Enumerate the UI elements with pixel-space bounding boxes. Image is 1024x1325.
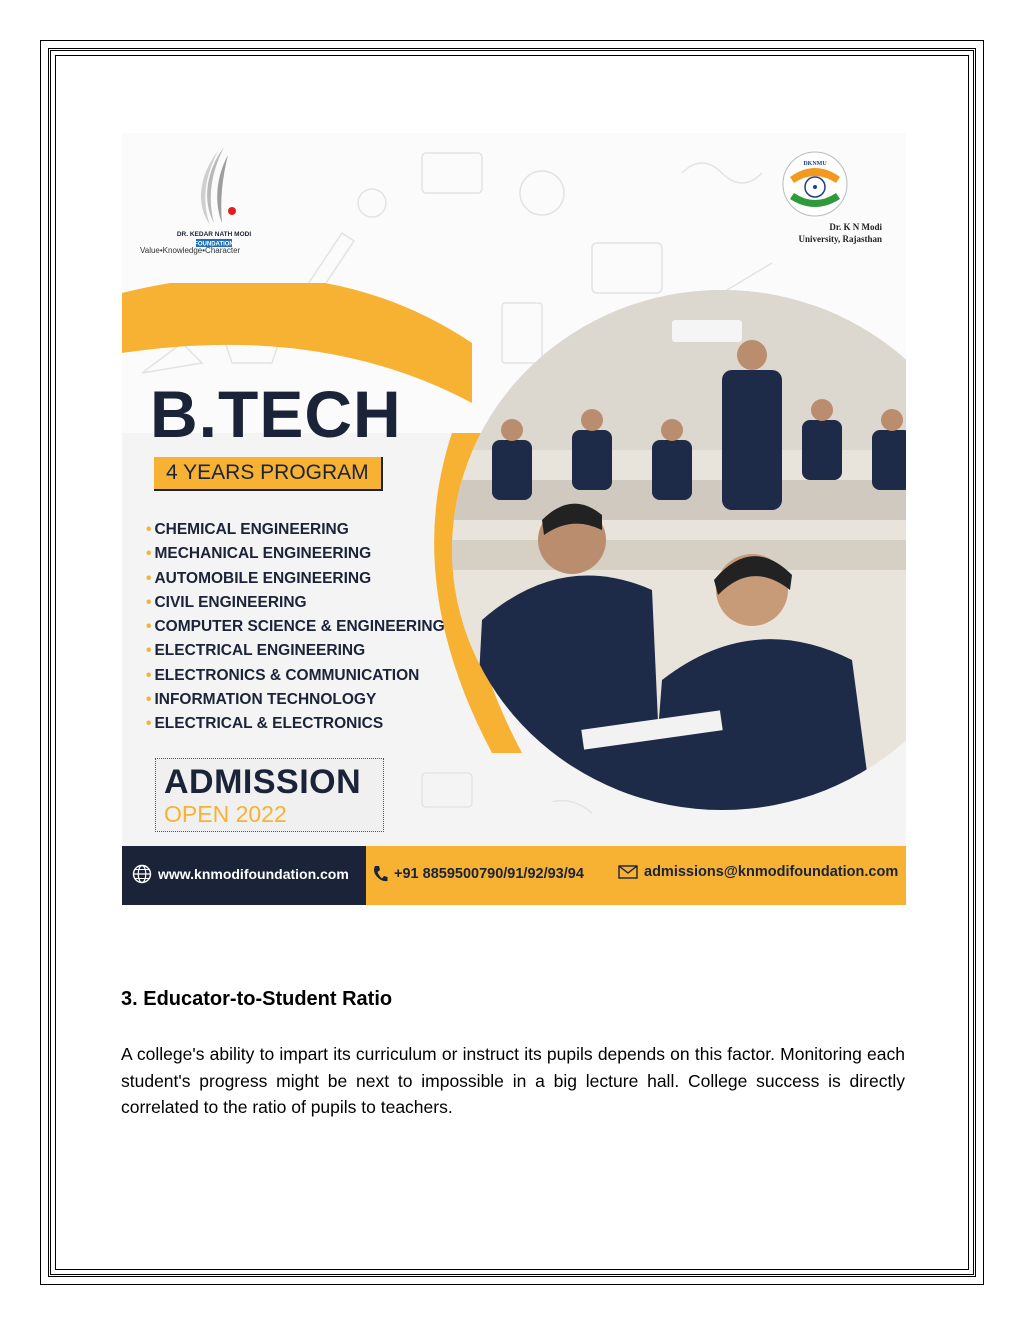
- bullet-icon: •: [146, 642, 152, 660]
- university-name: [732, 221, 882, 245]
- course-label: ELECTRICAL ENGINEERING: [154, 642, 366, 660]
- course-item: [146, 712, 445, 736]
- course-item: [146, 567, 445, 591]
- foundation-tagline: Value•Knowledge•Character: [140, 246, 241, 255]
- bullet-icon: •: [146, 691, 152, 709]
- course-item: [146, 615, 445, 639]
- mail-icon: [618, 864, 638, 880]
- email-text: admissions@knmodifoundation.com: [644, 864, 899, 880]
- course-label: COMPUTER SCIENCE & ENGINEERING: [154, 618, 445, 636]
- course-item: [146, 639, 445, 663]
- poster-contact-footer: [122, 846, 906, 905]
- headline-btech: B.TECH: [150, 377, 402, 451]
- university-name-line1: Dr. K N Modi: [829, 222, 882, 232]
- section-heading: 3. Educator-to-Student Ratio: [121, 988, 393, 1010]
- course-label: MECHANICAL ENGINEERING: [154, 545, 372, 563]
- bullet-icon: •: [146, 593, 152, 611]
- course-label: CIVIL ENGINEERING: [154, 593, 307, 611]
- course-list: [146, 518, 445, 737]
- bullet-icon: •: [146, 545, 152, 563]
- course-item: [146, 591, 445, 615]
- footer-email[interactable]: [618, 864, 898, 880]
- course-label: AUTOMOBILE ENGINEERING: [154, 569, 372, 587]
- bullet-icon: •: [146, 618, 152, 636]
- bullet-icon: •: [146, 569, 152, 587]
- svg-text:DKNMU: DKNMU: [803, 161, 827, 167]
- university-name-line2: University, Rajasthan: [798, 234, 882, 244]
- btech-admission-poster: [122, 133, 906, 905]
- course-item: [146, 518, 445, 542]
- admission-title: ADMISSION: [164, 763, 362, 801]
- svg-text:FOUNDATION: FOUNDATION: [194, 241, 234, 248]
- program-duration-badge: 4 YEARS PROGRAM: [154, 457, 383, 491]
- admission-open-box: [155, 758, 384, 832]
- course-item: [146, 664, 445, 688]
- course-item: [146, 542, 445, 566]
- website-text: www.knmodifoundation.com: [158, 866, 349, 882]
- course-label: CHEMICAL ENGINEERING: [154, 521, 349, 538]
- globe-icon: [132, 864, 152, 884]
- course-item: [146, 688, 445, 712]
- bullet-icon: •: [146, 521, 152, 538]
- bullet-icon: •: [146, 666, 152, 684]
- course-label: ELECTRICAL & ELECTRONICS: [154, 715, 384, 733]
- svg-text:DR. KEDAR NATH MODI: DR. KEDAR NATH MODI: [176, 231, 252, 238]
- phone-icon: [372, 864, 388, 884]
- course-label: ELECTRONICS & COMMUNICATION: [154, 666, 420, 684]
- bullet-icon: •: [146, 715, 152, 733]
- footer-website[interactable]: [132, 864, 349, 884]
- kedar-nath-modi-foundation-logo: [166, 141, 262, 261]
- university-seal-logo: [780, 149, 850, 219]
- section-paragraph: A college's ability to impart its curriculum or instruct its pupils depends on this factor. Monitoring each student's progress might be next to impossible in a big lecture hall. College success is directly correlated to the ratio of pupils to teachers.: [121, 1044, 905, 1117]
- footer-phone[interactable]: [372, 864, 584, 884]
- course-label: INFORMATION TECHNOLOGY: [154, 691, 377, 709]
- admission-subtitle: OPEN 2022: [164, 801, 287, 827]
- phone-text: +91 8859500790/91/92/93/94: [394, 866, 584, 882]
